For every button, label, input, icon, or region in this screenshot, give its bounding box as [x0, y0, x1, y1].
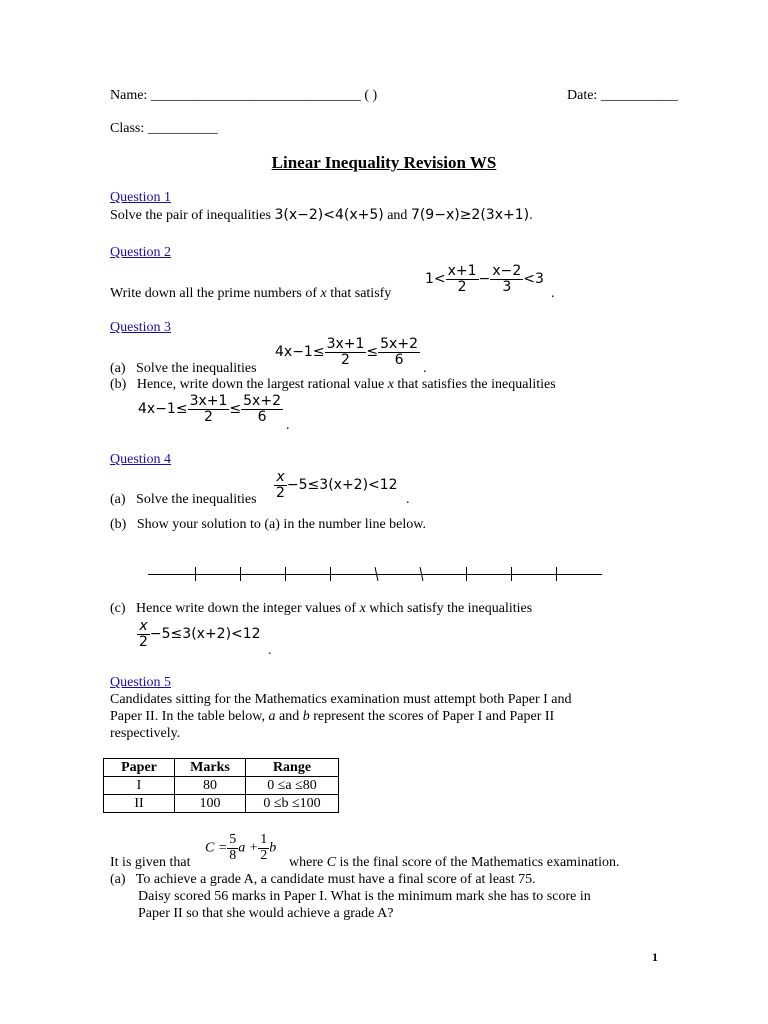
q3-a-label: (a)	[110, 361, 126, 376]
number-line	[148, 574, 602, 575]
q5-line2	[110, 709, 554, 725]
q3-b-label: (b)	[110, 377, 127, 392]
q2-frac1: $\frac{x+1}{2}$	[447, 263, 477, 295]
q5-a-label: (a)	[110, 872, 126, 887]
q5-line2a: Paper II. In the table below,	[110, 709, 265, 724]
q4-end-a: .	[406, 492, 410, 507]
q5-f2-var: b	[269, 840, 277, 856]
q3-end-b: .	[286, 418, 290, 433]
q3-b-le: ≤	[229, 401, 242, 418]
q3-frac1: $\frac{3x+1}{2}$	[326, 336, 365, 368]
page-number: 1	[652, 950, 658, 964]
class-label: Class:	[110, 121, 145, 136]
number-line-tick	[285, 567, 286, 581]
q1-and: and	[387, 208, 408, 223]
q4-c-frac: $\frac{x}{2}$	[139, 618, 148, 650]
number-line-tick	[466, 567, 467, 581]
number-line-tick	[330, 567, 331, 581]
q3-b-text: Hence, write down the largest rational value	[136, 377, 385, 392]
q4-c-var: x	[359, 601, 366, 616]
date-row	[567, 88, 678, 104]
table-row	[104, 795, 339, 813]
q2-end: .	[551, 286, 555, 301]
q1-ineq2: 7(9−x)≥2(3x+1)	[410, 207, 530, 223]
q5-part-a	[110, 872, 536, 888]
table-header: Range	[246, 759, 339, 777]
name-blank: ______________________________	[150, 88, 361, 103]
q3-inequality-b	[138, 394, 283, 424]
table-cell: I	[104, 777, 175, 795]
q5-a-line1: To achieve a grade A, a candidate must have a final score of at least 75.	[135, 872, 536, 887]
number-line-tick	[195, 567, 196, 581]
q4-end-c: .	[268, 643, 272, 658]
table-cell: 80	[175, 777, 246, 795]
q2-var: x	[320, 286, 327, 301]
q5-var-b: b	[302, 709, 310, 724]
table-header: Marks	[175, 759, 246, 777]
q3-inequality-a	[275, 337, 420, 367]
q4-a-label: (a)	[110, 492, 126, 507]
q4-b-text: Show your solution to (a) in the number line below.	[136, 517, 426, 532]
q5-f1-var: a +	[238, 840, 259, 856]
q1-intro: Solve the pair of inequalities	[110, 208, 271, 223]
table-cell: 0 ≤b ≤100	[246, 795, 339, 813]
q2-minus: −	[478, 271, 491, 288]
name-label: Name:	[110, 88, 148, 103]
q5-line2b: and	[278, 709, 300, 724]
q1-text	[110, 207, 533, 224]
number-line-tick	[511, 567, 512, 581]
number-line-tick	[556, 567, 557, 581]
q2-lead: 1<	[425, 271, 446, 288]
q2-heading[interactable]: Question 2	[110, 245, 172, 260]
q4-c-text: Hence write down the integer values of	[136, 601, 357, 616]
q2-text-a: Write down all the prime numbers of	[110, 286, 318, 301]
q4-c-label: (c)	[110, 601, 126, 616]
q5-line2c: represent the scores of Paper I and Paper II	[313, 709, 555, 724]
q4-inequality-a	[274, 470, 398, 500]
q5-formula	[205, 833, 276, 863]
q1-end: .	[529, 208, 533, 223]
q5-where-var: C	[326, 855, 337, 870]
number-line-tick	[240, 567, 241, 581]
q5-heading[interactable]: Question 5	[110, 675, 172, 690]
page-title: Linear Inequality Revision WS	[271, 153, 497, 172]
q4-c-text2: which satisfy the inequalities	[369, 601, 533, 616]
q3-end-a: .	[423, 361, 427, 376]
q4-c-tail: −5≤3(x+2)<12	[149, 626, 261, 643]
q3-b-text2: that satisfies the inequalities	[397, 377, 556, 392]
q3-lead: 4x−1≤	[275, 344, 325, 361]
q3-b-lead: 4x−1≤	[138, 401, 188, 418]
index-paren: ( )	[364, 88, 378, 103]
q5-where-word: where	[289, 855, 324, 870]
q5-where-text: is the final score of the Mathematics examination.	[339, 855, 620, 870]
q3-le: ≤	[366, 344, 379, 361]
class-blank: __________	[147, 121, 218, 136]
q5-line1: Candidates sitting for the Mathematics examination must attempt both Paper I and	[110, 692, 572, 707]
q3-b-var: x	[387, 377, 394, 392]
q4-frac: $\frac{x}{2}$	[276, 469, 285, 501]
q3-a-text: Solve the inequalities	[136, 361, 257, 376]
q4-part-b	[110, 517, 426, 533]
q1-heading[interactable]: Question 1	[110, 190, 172, 205]
table-header: Paper	[104, 759, 175, 777]
q2-tail: <3	[523, 271, 544, 288]
q5-frac2: $\frac{1}{2}$	[260, 832, 268, 863]
q5-where	[289, 855, 619, 871]
table-cell: 0 ≤a ≤80	[246, 777, 339, 795]
q3-b-frac1: $\frac{3x+1}{2}$	[189, 393, 228, 425]
q1-ineq1: 3(x−2)<4(x+5)	[274, 207, 384, 223]
q2-text-b: that satisfy	[330, 286, 392, 301]
marks-table	[103, 758, 339, 813]
q5-line3: respectively.	[110, 726, 181, 741]
q4-inequality-c	[137, 619, 261, 649]
q4-part-a	[110, 492, 257, 508]
q5-formula-lhs: C =	[205, 840, 228, 856]
q2-frac2: $\frac{x-2}{3}$	[492, 263, 522, 295]
q3-b-frac2: $\frac{5x+2}{6}$	[243, 393, 281, 425]
q4-heading[interactable]: Question 4	[110, 452, 172, 467]
q3-part-a	[110, 361, 257, 377]
date-blank: ___________	[600, 88, 678, 103]
q5-frac1: $\frac{5}{8}$	[229, 832, 237, 863]
q2-inequality	[425, 264, 544, 294]
q4-a-text: Solve the inequalities	[136, 492, 257, 507]
class-row	[110, 121, 218, 137]
q2-text	[110, 286, 391, 302]
q4-part-c	[110, 601, 532, 617]
q5-a-line3: Paper II so that she would achieve a grade A?	[138, 906, 394, 921]
q4-b-label: (b)	[110, 517, 127, 532]
table-cell: II	[104, 795, 175, 813]
name-row	[110, 88, 377, 104]
q5-var-a: a	[268, 709, 276, 724]
q5-given: It is given that	[110, 855, 191, 870]
table-row	[104, 777, 339, 795]
q3-heading[interactable]: Question 3	[110, 320, 172, 335]
q4-tail: −5≤3(x+2)<12	[286, 477, 398, 494]
q3-frac2: $\frac{5x+2}{6}$	[380, 336, 418, 368]
date-label: Date:	[567, 88, 598, 103]
q5-a-line2: Daisy scored 56 marks in Paper I. What is the minimum mark she has to score in	[138, 889, 591, 904]
q3-part-b	[110, 377, 556, 393]
table-cell: 100	[175, 795, 246, 813]
table-header-row	[104, 759, 339, 777]
